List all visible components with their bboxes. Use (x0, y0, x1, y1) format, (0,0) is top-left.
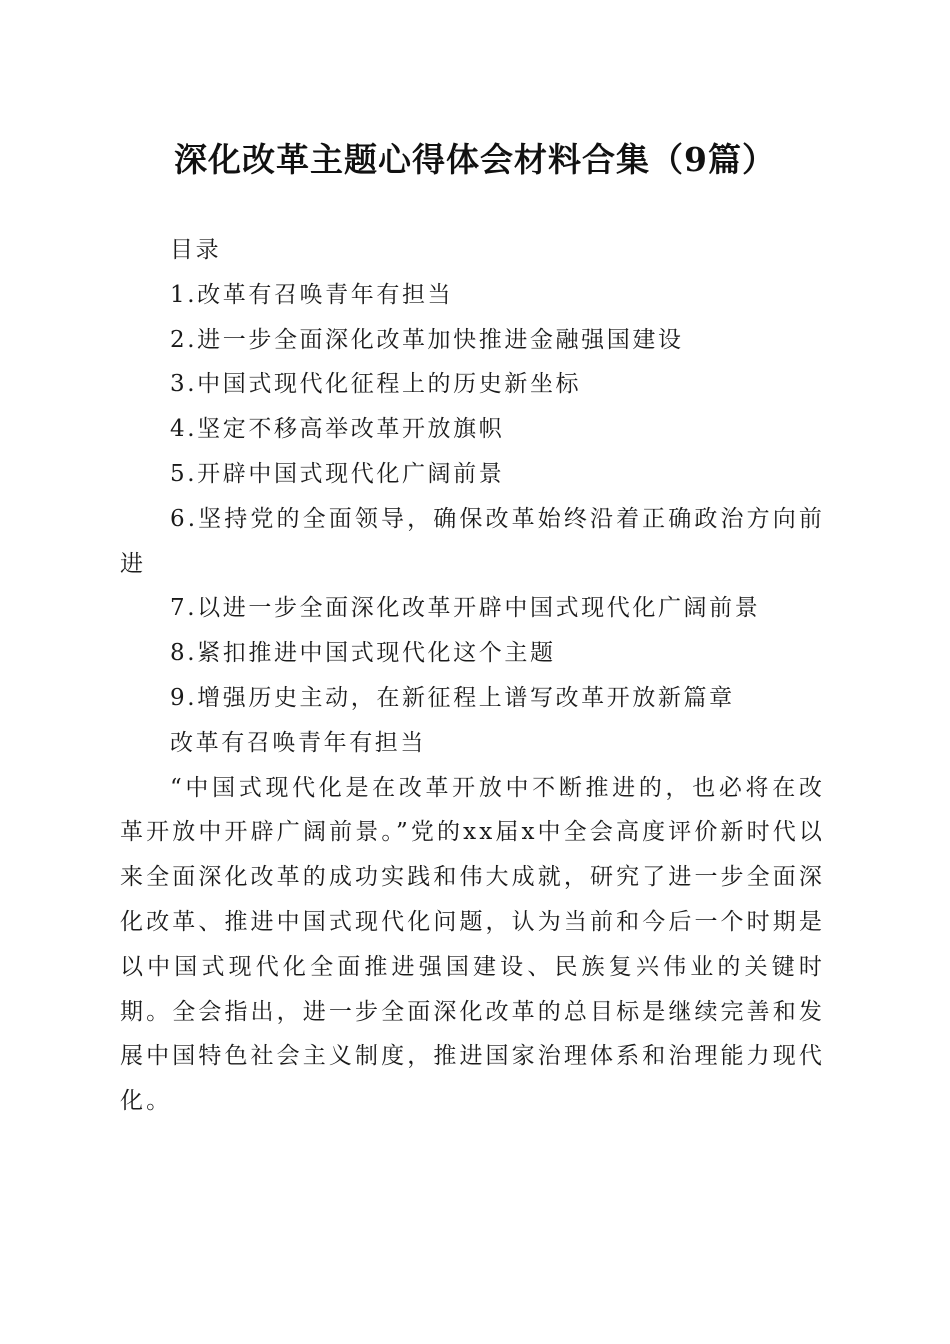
toc-item-6: 6.坚持党的全面领导，确保改革始终沿着正确政治方向前进 (120, 505, 825, 577)
section-paragraph: “中国式现代化是在改革开放中不断推进的，也必将在改革开放中开辟广阔前景。”党的xx届x中全会高度评价新时代以来全面深化改革的成功实践和伟大成就，研究了进一步全面深化改革、推进中国式现代化问题，认为当前和今后一个时期是以中国式现代化全面推进强国建设、民族复兴伟业的关键时期。全会指出，进一步全面深化改革的总目标是继续完善和发展中国特色社会主义制度，推进国家治理体系和治理能力现代化。 (120, 774, 825, 1115)
section-heading: 改革有召唤青年有担当 (170, 729, 426, 756)
document-title: 深化改革主题心得体会材料合集（9篇） (174, 140, 776, 179)
toc-item-8: 8.紧扣推进中国式现代化这个主题 (170, 640, 556, 667)
toc-heading: 目录 (170, 237, 222, 263)
toc-item-1: 1.改革有召唤青年有担当 (170, 281, 454, 308)
toc-item-2: 2.进一步全面深化改革加快推进金融强国建设 (170, 326, 684, 353)
document-body (120, 228, 825, 1124)
toc-item-5: 5.开辟中国式现代化广阔前景 (170, 460, 505, 487)
toc-item-7: 7.以进一步全面深化改革开辟中国式现代化广阔前景 (170, 595, 761, 622)
toc-item-4: 4.坚定不移高举改革开放旗帜 (170, 416, 505, 443)
toc-item-3: 3.中国式现代化征程上的历史新坐标 (170, 371, 582, 398)
toc-item-9: 9.增强历史主动，在新征程上谱写改革开放新篇章 (170, 684, 735, 711)
